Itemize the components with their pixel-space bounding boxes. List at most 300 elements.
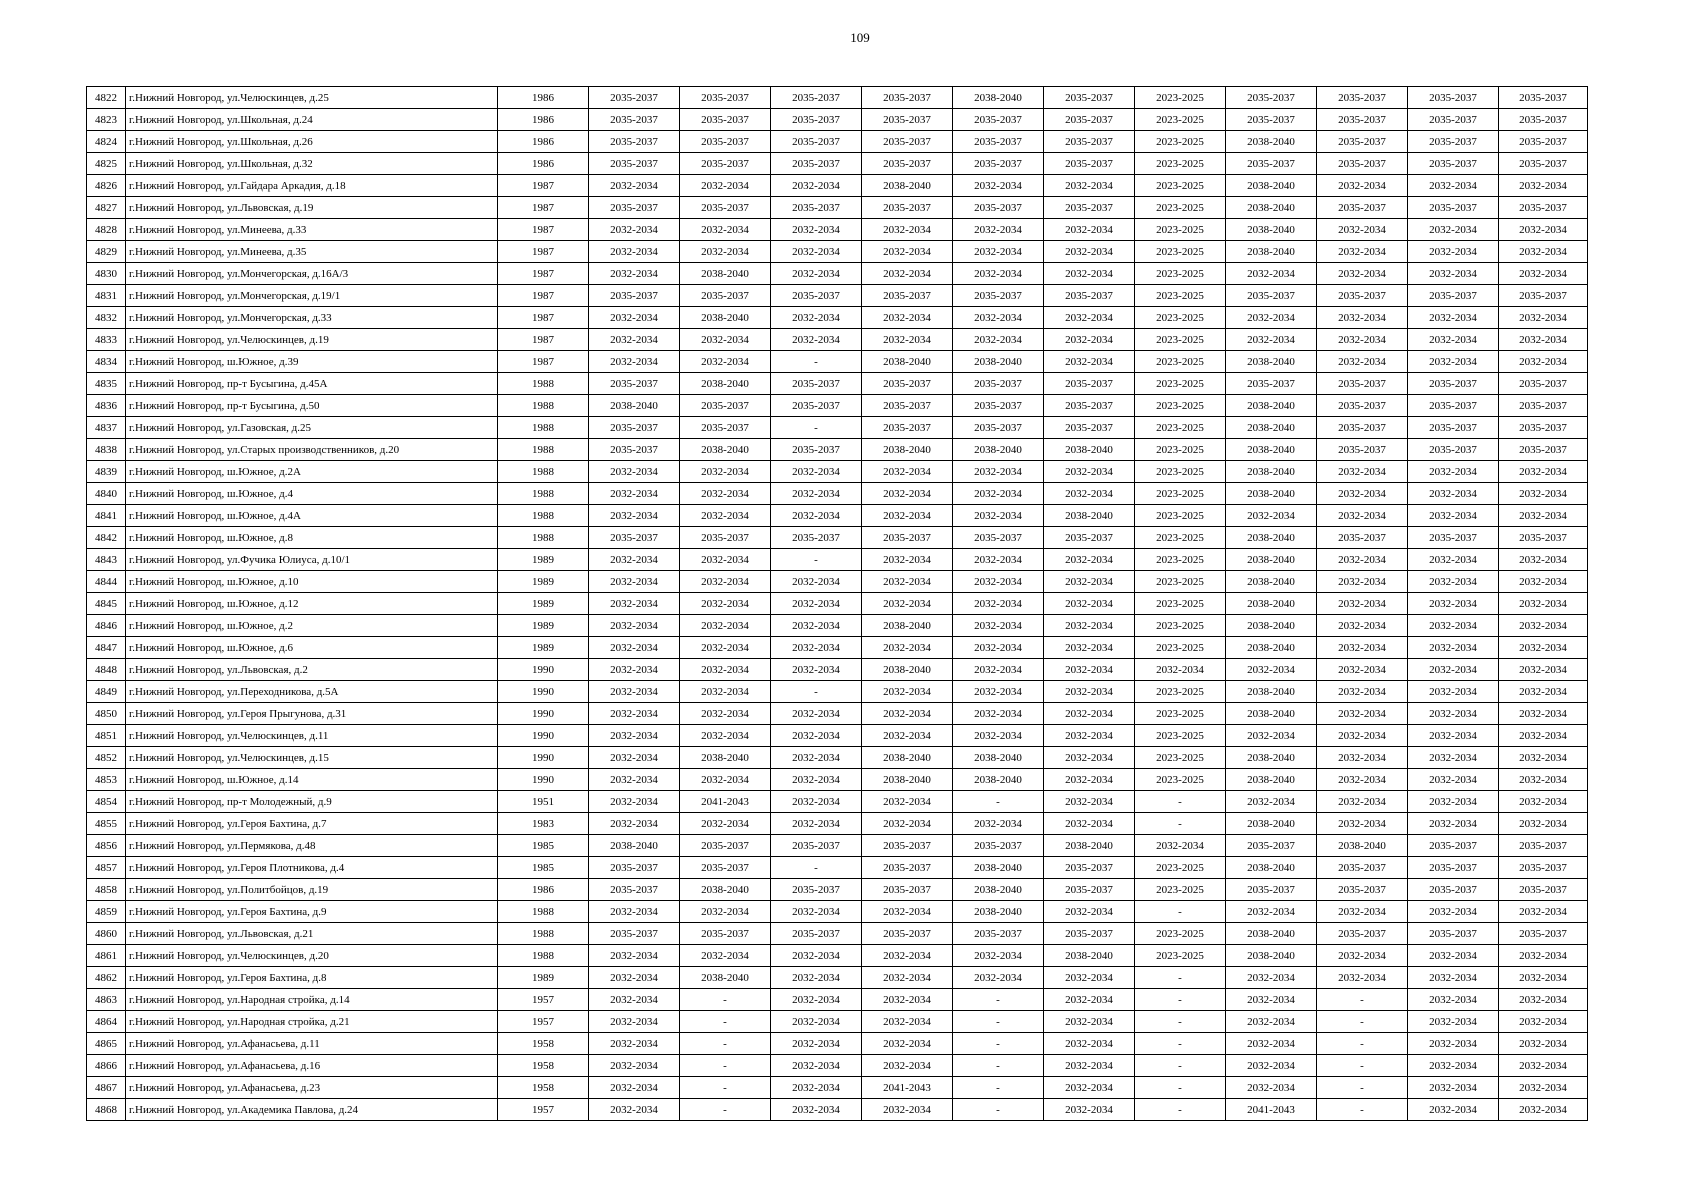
schedule-cell: 2032-2034 xyxy=(1499,945,1588,967)
schedule-cell: 2032-2034 xyxy=(1408,1033,1499,1055)
row-number-cell: 4840 xyxy=(87,483,126,505)
schedule-cell: 2032-2034 xyxy=(680,241,771,263)
row-number-cell: 4859 xyxy=(87,901,126,923)
schedule-cell: 2035-2037 xyxy=(589,527,680,549)
year-cell: 1985 xyxy=(498,835,589,857)
schedule-cell: 2038-2040 xyxy=(1226,395,1317,417)
schedule-cell: 2038-2040 xyxy=(862,615,953,637)
schedule-cell: 2038-2040 xyxy=(953,439,1044,461)
year-cell: 1988 xyxy=(498,527,589,549)
schedule-cell: 2032-2034 xyxy=(862,549,953,571)
schedule-cell: 2038-2040 xyxy=(1226,813,1317,835)
schedule-cell: 2032-2034 xyxy=(1044,175,1135,197)
schedule-cell: 2032-2034 xyxy=(1408,329,1499,351)
table-row xyxy=(87,417,1588,439)
row-number-cell: 4832 xyxy=(87,307,126,329)
schedule-cell: 2035-2037 xyxy=(1317,439,1408,461)
schedule-cell: 2038-2040 xyxy=(1226,131,1317,153)
schedule-cell: 2032-2034 xyxy=(589,659,680,681)
schedule-cell: 2032-2034 xyxy=(589,263,680,285)
schedule-cell: 2032-2034 xyxy=(589,593,680,615)
table-row xyxy=(87,1099,1588,1121)
schedule-cell: 2032-2034 xyxy=(1044,219,1135,241)
row-number-cell: 4864 xyxy=(87,1011,126,1033)
schedule-cell: 2032-2034 xyxy=(771,219,862,241)
schedule-cell: 2032-2034 xyxy=(1317,571,1408,593)
year-cell: 1986 xyxy=(498,131,589,153)
row-number-cell: 4833 xyxy=(87,329,126,351)
year-cell: 1983 xyxy=(498,813,589,835)
schedule-cell: - xyxy=(771,549,862,571)
schedule-cell: 2032-2034 xyxy=(1499,967,1588,989)
schedule-cell: 2032-2034 xyxy=(771,615,862,637)
schedule-cell: 2032-2034 xyxy=(1135,659,1226,681)
schedule-cell: 2035-2037 xyxy=(1408,395,1499,417)
row-number-cell: 4830 xyxy=(87,263,126,285)
schedule-cell: 2035-2037 xyxy=(953,923,1044,945)
schedule-cell: 2032-2034 xyxy=(1044,1011,1135,1033)
table-row xyxy=(87,307,1588,329)
schedule-cell: 2032-2034 xyxy=(862,571,953,593)
schedule-cell: 2035-2037 xyxy=(1408,197,1499,219)
address-cell: г.Нижний Новгород, ш.Южное, д.2А xyxy=(126,461,498,483)
schedule-cell: 2023-2025 xyxy=(1135,879,1226,901)
schedule-cell: 2032-2034 xyxy=(1226,263,1317,285)
schedule-cell: 2035-2037 xyxy=(1408,417,1499,439)
schedule-cell: 2035-2037 xyxy=(1044,131,1135,153)
schedule-cell: 2032-2034 xyxy=(862,681,953,703)
schedule-cell: 2032-2034 xyxy=(953,505,1044,527)
schedule-cell: 2023-2025 xyxy=(1135,417,1226,439)
schedule-cell: 2032-2034 xyxy=(1408,1099,1499,1121)
row-number-cell: 4846 xyxy=(87,615,126,637)
schedule-cell: 2032-2034 xyxy=(771,571,862,593)
table-row xyxy=(87,285,1588,307)
schedule-cell: 2032-2034 xyxy=(680,505,771,527)
schedule-cell: 2023-2025 xyxy=(1135,307,1226,329)
schedule-cell: 2035-2037 xyxy=(1408,527,1499,549)
schedule-cell: 2032-2034 xyxy=(771,483,862,505)
schedule-cell: 2023-2025 xyxy=(1135,681,1226,703)
schedule-cell: 2035-2037 xyxy=(771,439,862,461)
schedule-cell: 2023-2025 xyxy=(1135,329,1226,351)
table-row xyxy=(87,461,1588,483)
schedule-cell: 2032-2034 xyxy=(1044,307,1135,329)
schedule-cell: 2032-2034 xyxy=(862,483,953,505)
schedule-cell: 2032-2034 xyxy=(1499,1077,1588,1099)
row-number-cell: 4865 xyxy=(87,1033,126,1055)
schedule-cell: - xyxy=(680,1055,771,1077)
schedule-cell: 2038-2040 xyxy=(680,263,771,285)
schedule-cell: 2038-2040 xyxy=(589,835,680,857)
schedule-cell: 2032-2034 xyxy=(589,813,680,835)
table-row xyxy=(87,659,1588,681)
schedule-cell: 2032-2034 xyxy=(1408,659,1499,681)
schedule-cell: 2032-2034 xyxy=(862,637,953,659)
schedule-cell: 2038-2040 xyxy=(1317,835,1408,857)
schedule-cell: 2023-2025 xyxy=(1135,395,1226,417)
schedule-cell: 2032-2034 xyxy=(1317,483,1408,505)
address-cell: г.Нижний Новгород, ул.Газовская, д.25 xyxy=(126,417,498,439)
schedule-cell: 2032-2034 xyxy=(1044,1033,1135,1055)
schedule-cell: 2032-2034 xyxy=(1317,307,1408,329)
table-row xyxy=(87,175,1588,197)
schedule-cell: 2032-2034 xyxy=(680,637,771,659)
schedule-cell: 2035-2037 xyxy=(589,131,680,153)
schedule-cell: 2032-2034 xyxy=(1499,483,1588,505)
schedule-cell: - xyxy=(680,989,771,1011)
schedule-cell: 2032-2034 xyxy=(771,901,862,923)
table-row xyxy=(87,219,1588,241)
table-row xyxy=(87,835,1588,857)
schedule-cell: 2032-2034 xyxy=(1408,945,1499,967)
table-row xyxy=(87,637,1588,659)
year-cell: 1988 xyxy=(498,461,589,483)
schedule-cell: 2038-2040 xyxy=(1226,175,1317,197)
table-row xyxy=(87,967,1588,989)
schedule-cell: 2032-2034 xyxy=(1317,329,1408,351)
schedule-cell: 2032-2034 xyxy=(1317,901,1408,923)
row-number-cell: 4829 xyxy=(87,241,126,263)
row-number-cell: 4839 xyxy=(87,461,126,483)
schedule-cell: 2035-2037 xyxy=(1226,109,1317,131)
schedule-cell: 2032-2034 xyxy=(1408,1011,1499,1033)
schedule-cell: 2032-2034 xyxy=(1499,593,1588,615)
schedule-cell: 2035-2037 xyxy=(953,527,1044,549)
schedule-cell: 2035-2037 xyxy=(589,153,680,175)
schedule-cell: 2032-2034 xyxy=(589,571,680,593)
schedule-cell: 2035-2037 xyxy=(862,197,953,219)
schedule-cell: 2035-2037 xyxy=(1499,87,1588,109)
schedule-cell: 2038-2040 xyxy=(862,439,953,461)
schedule-cell: 2032-2034 xyxy=(589,1055,680,1077)
schedule-cell: 2038-2040 xyxy=(1226,461,1317,483)
schedule-cell: 2032-2034 xyxy=(680,725,771,747)
address-cell: г.Нижний Новгород, ул.Львовская, д.21 xyxy=(126,923,498,945)
schedule-cell: 2035-2037 xyxy=(1408,87,1499,109)
schedule-cell: 2032-2034 xyxy=(1317,263,1408,285)
schedule-cell: 2035-2037 xyxy=(771,109,862,131)
schedule-cell: 2035-2037 xyxy=(589,109,680,131)
schedule-cell: 2035-2037 xyxy=(1317,527,1408,549)
row-number-cell: 4855 xyxy=(87,813,126,835)
schedule-cell: 2032-2034 xyxy=(862,989,953,1011)
schedule-cell: 2032-2034 xyxy=(1408,351,1499,373)
schedule-cell: 2032-2034 xyxy=(1317,725,1408,747)
year-cell: 1989 xyxy=(498,571,589,593)
schedule-cell: 2035-2037 xyxy=(1408,835,1499,857)
schedule-cell: 2032-2034 xyxy=(1317,351,1408,373)
schedule-cell: - xyxy=(680,1011,771,1033)
schedule-cell: 2023-2025 xyxy=(1135,109,1226,131)
schedule-cell: 2035-2037 xyxy=(1044,153,1135,175)
schedule-cell: 2032-2034 xyxy=(1408,681,1499,703)
schedule-cell: 2035-2037 xyxy=(771,879,862,901)
schedule-cell: 2032-2034 xyxy=(1499,637,1588,659)
year-cell: 1988 xyxy=(498,901,589,923)
address-cell: г.Нижний Новгород, ул.Героя Бахтина, д.7 xyxy=(126,813,498,835)
table-row xyxy=(87,1011,1588,1033)
schedule-cell: 2032-2034 xyxy=(1499,659,1588,681)
row-number-cell: 4836 xyxy=(87,395,126,417)
schedule-cell: 2035-2037 xyxy=(1499,835,1588,857)
schedule-cell: 2032-2034 xyxy=(1044,1077,1135,1099)
schedule-cell: 2035-2037 xyxy=(771,835,862,857)
schedule-cell: 2023-2025 xyxy=(1135,769,1226,791)
schedule-cell: 2035-2037 xyxy=(589,857,680,879)
schedule-cell: 2032-2034 xyxy=(771,1011,862,1033)
schedule-cell: 2032-2034 xyxy=(680,593,771,615)
schedule-cell: 2032-2034 xyxy=(1044,989,1135,1011)
schedule-cell: 2032-2034 xyxy=(680,615,771,637)
schedule-cell: 2032-2034 xyxy=(862,263,953,285)
schedule-cell: 2032-2034 xyxy=(1044,549,1135,571)
schedule-cell: 2035-2037 xyxy=(953,131,1044,153)
schedule-cell: 2023-2025 xyxy=(1135,285,1226,307)
table-row xyxy=(87,483,1588,505)
schedule-cell: 2038-2040 xyxy=(680,307,771,329)
schedule-cell: 2032-2034 xyxy=(1226,791,1317,813)
address-cell: г.Нижний Новгород, ш.Южное, д.14 xyxy=(126,769,498,791)
schedule-cell: 2032-2034 xyxy=(771,967,862,989)
schedule-cell: 2032-2034 xyxy=(862,1055,953,1077)
schedule-cell: 2032-2034 xyxy=(1499,1099,1588,1121)
row-number-cell: 4853 xyxy=(87,769,126,791)
schedule-cell: 2032-2034 xyxy=(953,461,1044,483)
schedule-cell: 2023-2025 xyxy=(1135,615,1226,637)
row-number-cell: 4843 xyxy=(87,549,126,571)
schedule-cell: 2035-2037 xyxy=(1317,879,1408,901)
schedule-cell: 2032-2034 xyxy=(771,593,862,615)
schedule-cell: 2032-2034 xyxy=(1499,725,1588,747)
address-cell: г.Нижний Новгород, ул.Минеева, д.35 xyxy=(126,241,498,263)
row-number-cell: 4827 xyxy=(87,197,126,219)
year-cell: 1987 xyxy=(498,219,589,241)
schedule-cell: 2032-2034 xyxy=(1408,241,1499,263)
row-number-cell: 4825 xyxy=(87,153,126,175)
schedule-cell: 2038-2040 xyxy=(1226,681,1317,703)
schedule-cell: 2032-2034 xyxy=(589,241,680,263)
schedule-cell: 2038-2040 xyxy=(953,879,1044,901)
schedule-cell: 2038-2040 xyxy=(953,857,1044,879)
schedule-cell: 2032-2034 xyxy=(1317,945,1408,967)
schedule-cell: 2032-2034 xyxy=(1226,967,1317,989)
schedule-cell: 2041-2043 xyxy=(680,791,771,813)
schedule-cell: 2032-2034 xyxy=(1044,637,1135,659)
year-cell: 1985 xyxy=(498,857,589,879)
year-cell: 1988 xyxy=(498,373,589,395)
schedule-cell: 2032-2034 xyxy=(953,241,1044,263)
schedule-cell: 2038-2040 xyxy=(1226,593,1317,615)
schedule-cell: 2032-2034 xyxy=(680,461,771,483)
schedule-cell: 2032-2034 xyxy=(589,967,680,989)
schedule-cell: 2032-2034 xyxy=(1044,329,1135,351)
schedule-cell: 2032-2034 xyxy=(953,483,1044,505)
schedule-cell: 2032-2034 xyxy=(1408,901,1499,923)
schedule-cell: 2032-2034 xyxy=(1408,703,1499,725)
schedule-cell: 2032-2034 xyxy=(953,593,1044,615)
year-cell: 1989 xyxy=(498,615,589,637)
schedule-cell: 2032-2034 xyxy=(1499,461,1588,483)
schedule-cell: 2032-2034 xyxy=(862,1099,953,1121)
schedule-cell: 2032-2034 xyxy=(771,263,862,285)
schedule-cell: 2035-2037 xyxy=(680,197,771,219)
address-cell: г.Нижний Новгород, ул.Мончегорская, д.33 xyxy=(126,307,498,329)
schedule-cell: 2032-2034 xyxy=(589,505,680,527)
schedule-cell: 2038-2040 xyxy=(1226,197,1317,219)
table-row xyxy=(87,87,1588,109)
schedule-cell: 2035-2037 xyxy=(1317,923,1408,945)
table-row xyxy=(87,901,1588,923)
schedule-cell: 2035-2037 xyxy=(1226,87,1317,109)
row-number-cell: 4842 xyxy=(87,527,126,549)
table-row xyxy=(87,945,1588,967)
schedule-cell: 2032-2034 xyxy=(1317,505,1408,527)
schedule-cell: 2032-2034 xyxy=(1044,659,1135,681)
address-cell: г.Нижний Новгород, ул.Мончегорская, д.16А/3 xyxy=(126,263,498,285)
address-cell: г.Нижний Новгород, ул.Героя Бахтина, д.8 xyxy=(126,967,498,989)
row-number-cell: 4845 xyxy=(87,593,126,615)
table-row xyxy=(87,747,1588,769)
schedule-cell: 2035-2037 xyxy=(1408,373,1499,395)
schedule-cell: 2035-2037 xyxy=(1499,395,1588,417)
schedule-cell: 2038-2040 xyxy=(1226,637,1317,659)
schedule-cell: 2035-2037 xyxy=(862,153,953,175)
schedule-cell: 2035-2037 xyxy=(771,285,862,307)
schedule-cell: 2023-2025 xyxy=(1135,945,1226,967)
schedule-cell: 2032-2034 xyxy=(1317,747,1408,769)
row-number-cell: 4834 xyxy=(87,351,126,373)
schedule-cell: 2032-2034 xyxy=(1044,483,1135,505)
schedule-cell: 2032-2034 xyxy=(1408,769,1499,791)
schedule-cell: 2023-2025 xyxy=(1135,747,1226,769)
schedule-cell: 2041-2043 xyxy=(1226,1099,1317,1121)
schedule-cell: 2032-2034 xyxy=(1044,725,1135,747)
schedule-cell: - xyxy=(1135,1055,1226,1077)
schedule-cell: 2035-2037 xyxy=(1226,153,1317,175)
row-number-cell: 4822 xyxy=(87,87,126,109)
row-number-cell: 4848 xyxy=(87,659,126,681)
schedule-cell: 2032-2034 xyxy=(1135,835,1226,857)
schedule-cell: 2035-2037 xyxy=(680,109,771,131)
schedule-cell: 2032-2034 xyxy=(1408,967,1499,989)
row-number-cell: 4868 xyxy=(87,1099,126,1121)
year-cell: 1986 xyxy=(498,153,589,175)
schedule-cell: 2035-2037 xyxy=(589,373,680,395)
schedule-cell: 2035-2037 xyxy=(1408,109,1499,131)
address-cell: г.Нижний Новгород, ул.Академика Павлова, д.24 xyxy=(126,1099,498,1121)
year-cell: 1988 xyxy=(498,483,589,505)
schedule-cell: 2035-2037 xyxy=(589,87,680,109)
table-row xyxy=(87,989,1588,1011)
schedule-cell: 2038-2040 xyxy=(862,351,953,373)
year-cell: 1990 xyxy=(498,681,589,703)
schedule-cell: 2035-2037 xyxy=(1317,153,1408,175)
schedule-cell: 2035-2037 xyxy=(1044,395,1135,417)
schedule-cell: 2035-2037 xyxy=(1408,857,1499,879)
schedule-cell: 2023-2025 xyxy=(1135,571,1226,593)
schedule-cell: 2032-2034 xyxy=(1044,813,1135,835)
schedule-cell: 2032-2034 xyxy=(680,945,771,967)
address-cell: г.Нижний Новгород, ш.Южное, д.10 xyxy=(126,571,498,593)
schedule-cell: 2035-2037 xyxy=(1408,923,1499,945)
schedule-cell: 2035-2037 xyxy=(1226,835,1317,857)
schedule-cell: 2035-2037 xyxy=(1226,879,1317,901)
schedule-cell: 2035-2037 xyxy=(771,373,862,395)
schedule-cell: 2038-2040 xyxy=(953,351,1044,373)
schedule-cell: 2032-2034 xyxy=(1408,219,1499,241)
schedule-cell: 2023-2025 xyxy=(1135,197,1226,219)
schedule-cell: 2032-2034 xyxy=(953,813,1044,835)
schedule-cell: 2035-2037 xyxy=(1317,285,1408,307)
schedule-cell: 2023-2025 xyxy=(1135,527,1226,549)
schedule-cell: 2032-2034 xyxy=(1317,549,1408,571)
schedule-cell: 2032-2034 xyxy=(589,747,680,769)
schedule-cell: 2038-2040 xyxy=(1226,769,1317,791)
schedule-cell: 2032-2034 xyxy=(680,571,771,593)
schedule-cell: 2023-2025 xyxy=(1135,131,1226,153)
schedule-cell: 2038-2040 xyxy=(1226,483,1317,505)
schedule-cell: 2032-2034 xyxy=(771,769,862,791)
schedule-cell: 2032-2034 xyxy=(953,571,1044,593)
schedule-cell: 2035-2037 xyxy=(680,417,771,439)
table-row xyxy=(87,879,1588,901)
address-cell: г.Нижний Новгород, ул.Политбойцов, д.19 xyxy=(126,879,498,901)
schedule-cell: 2035-2037 xyxy=(680,285,771,307)
schedule-cell: 2035-2037 xyxy=(1044,285,1135,307)
schedule-cell: 2032-2034 xyxy=(1408,725,1499,747)
schedule-cell: 2032-2034 xyxy=(771,813,862,835)
schedule-cell: - xyxy=(771,417,862,439)
schedule-cell: 2035-2037 xyxy=(953,395,1044,417)
schedule-cell: 2032-2034 xyxy=(862,593,953,615)
year-cell: 1989 xyxy=(498,593,589,615)
address-cell: г.Нижний Новгород, ул.Школьная, д.32 xyxy=(126,153,498,175)
schedule-cell: 2032-2034 xyxy=(1408,1055,1499,1077)
year-cell: 1951 xyxy=(498,791,589,813)
schedule-cell: 2032-2034 xyxy=(1044,615,1135,637)
table-row xyxy=(87,571,1588,593)
schedule-cell: 2032-2034 xyxy=(589,725,680,747)
address-cell: г.Нижний Новгород, ул.Школьная, д.26 xyxy=(126,131,498,153)
address-cell: г.Нижний Новгород, ул.Челюскинцев, д.19 xyxy=(126,329,498,351)
schedule-cell: 2032-2034 xyxy=(589,329,680,351)
schedule-cell: 2023-2025 xyxy=(1135,439,1226,461)
schedule-cell: 2035-2037 xyxy=(862,835,953,857)
schedule-cell: 2032-2034 xyxy=(1499,263,1588,285)
schedule-cell: - xyxy=(1135,1033,1226,1055)
schedule-cell: 2032-2034 xyxy=(680,769,771,791)
schedule-cell: 2032-2034 xyxy=(1044,769,1135,791)
schedule-cell: 2032-2034 xyxy=(1044,791,1135,813)
address-cell: г.Нижний Новгород, ш.Южное, д.2 xyxy=(126,615,498,637)
schedule-cell: 2032-2034 xyxy=(1408,461,1499,483)
schedule-cell: 2038-2040 xyxy=(862,769,953,791)
schedule-cell: 2032-2034 xyxy=(953,615,1044,637)
schedule-cell: 2038-2040 xyxy=(1226,703,1317,725)
year-cell: 1988 xyxy=(498,505,589,527)
schedule-cell: 2023-2025 xyxy=(1135,87,1226,109)
schedule-cell: 2038-2040 xyxy=(953,747,1044,769)
schedule-cell: 2035-2037 xyxy=(1044,923,1135,945)
year-cell: 1989 xyxy=(498,549,589,571)
schedule-cell: 2032-2034 xyxy=(771,1055,862,1077)
schedule-cell: 2032-2034 xyxy=(1317,813,1408,835)
address-cell: г.Нижний Новгород, ш.Южное, д.8 xyxy=(126,527,498,549)
schedule-cell: 2032-2034 xyxy=(771,791,862,813)
schedule-cell: 2032-2034 xyxy=(1317,681,1408,703)
schedule-cell: 2032-2034 xyxy=(589,307,680,329)
